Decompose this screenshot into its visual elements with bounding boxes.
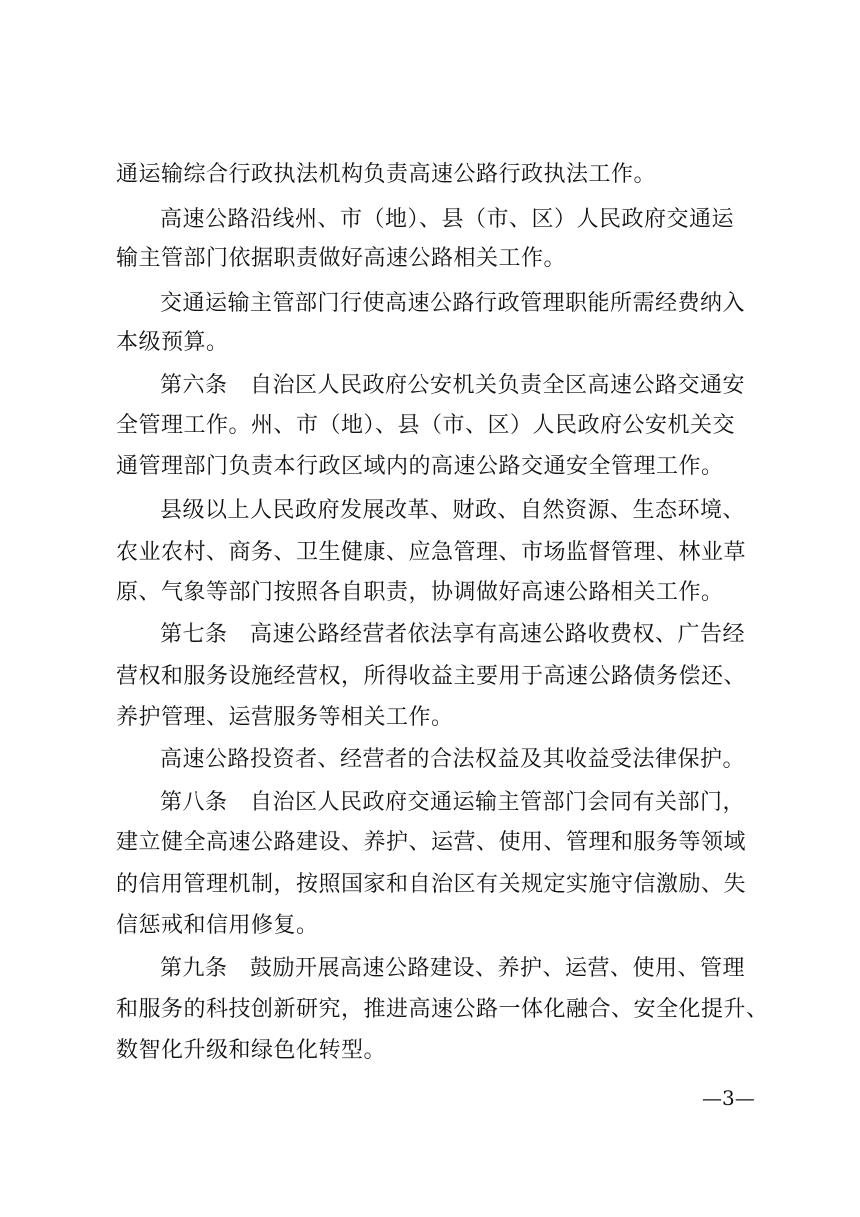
- paragraph-start: 交通运输主管部门行使高速公路行政管理职能所需经费纳入: [160, 291, 746, 316]
- text-line: 通管理部门负责本行政区域内的高速公路交通安全管理工作。: [116, 454, 724, 479]
- text-line: 数智化升级和绿色化转型。: [116, 1038, 387, 1063]
- article-7-start: 第七条 高速公路经营者依法享有高速公路收费权、广告经: [160, 622, 746, 647]
- text-line: 的信用管理机制，按照国家和自治区有关规定实施守信激励、失: [116, 872, 747, 897]
- text-line: 和服务的科技创新研究，推进高速公路一体化融合、安全化提升、: [116, 997, 769, 1022]
- text-line: 建立健全高速公路建设、养护、运营、使用、管理和服务等领域: [116, 830, 747, 855]
- text-line: 营权和服务设施经营权，所得收益主要用于高速公路债务偿还、: [116, 664, 747, 689]
- text-line: 输主管部门依据职责做好高速公路相关工作。: [116, 246, 567, 271]
- text-line: 本级预算。: [116, 330, 229, 355]
- page-number: —3—: [702, 1086, 755, 1110]
- paragraph-start: 高速公路投资者、经营者的合法权益及其收益受法律保护。: [160, 747, 746, 772]
- text-line: 农业农村、商务、卫生健康、应急管理、市场监督管理、林业草: [116, 540, 747, 565]
- text-line: 原、气象等部门按照各自职责，协调做好高速公路相关工作。: [116, 580, 724, 605]
- article-6-start: 第六条 自治区人民政府公安机关负责全区高速公路交通安: [160, 373, 746, 398]
- article-8-start: 第八条 自治区人民政府交通运输主管部门会同有关部门，: [160, 790, 746, 815]
- paragraph-start: 高速公路沿线州、市（地）、县（市、区）人民政府交通运: [160, 207, 735, 232]
- text-line: 养护管理、运营服务等相关工作。: [116, 705, 454, 730]
- text-line: 信惩戒和信用修复。: [116, 913, 319, 938]
- article-9-start: 第九条 鼓励开展高速公路建设、养护、运营、使用、管理: [160, 956, 746, 981]
- text-line: 全管理工作。州、市（地）、县（市、区）人民政府公安机关交: [116, 413, 736, 438]
- paragraph-start: 县级以上人民政府发展改革、财政、自然资源、生态环境、: [160, 498, 746, 523]
- text-line: 通运输综合行政执法机构负责高速公路行政执法工作。: [116, 162, 657, 187]
